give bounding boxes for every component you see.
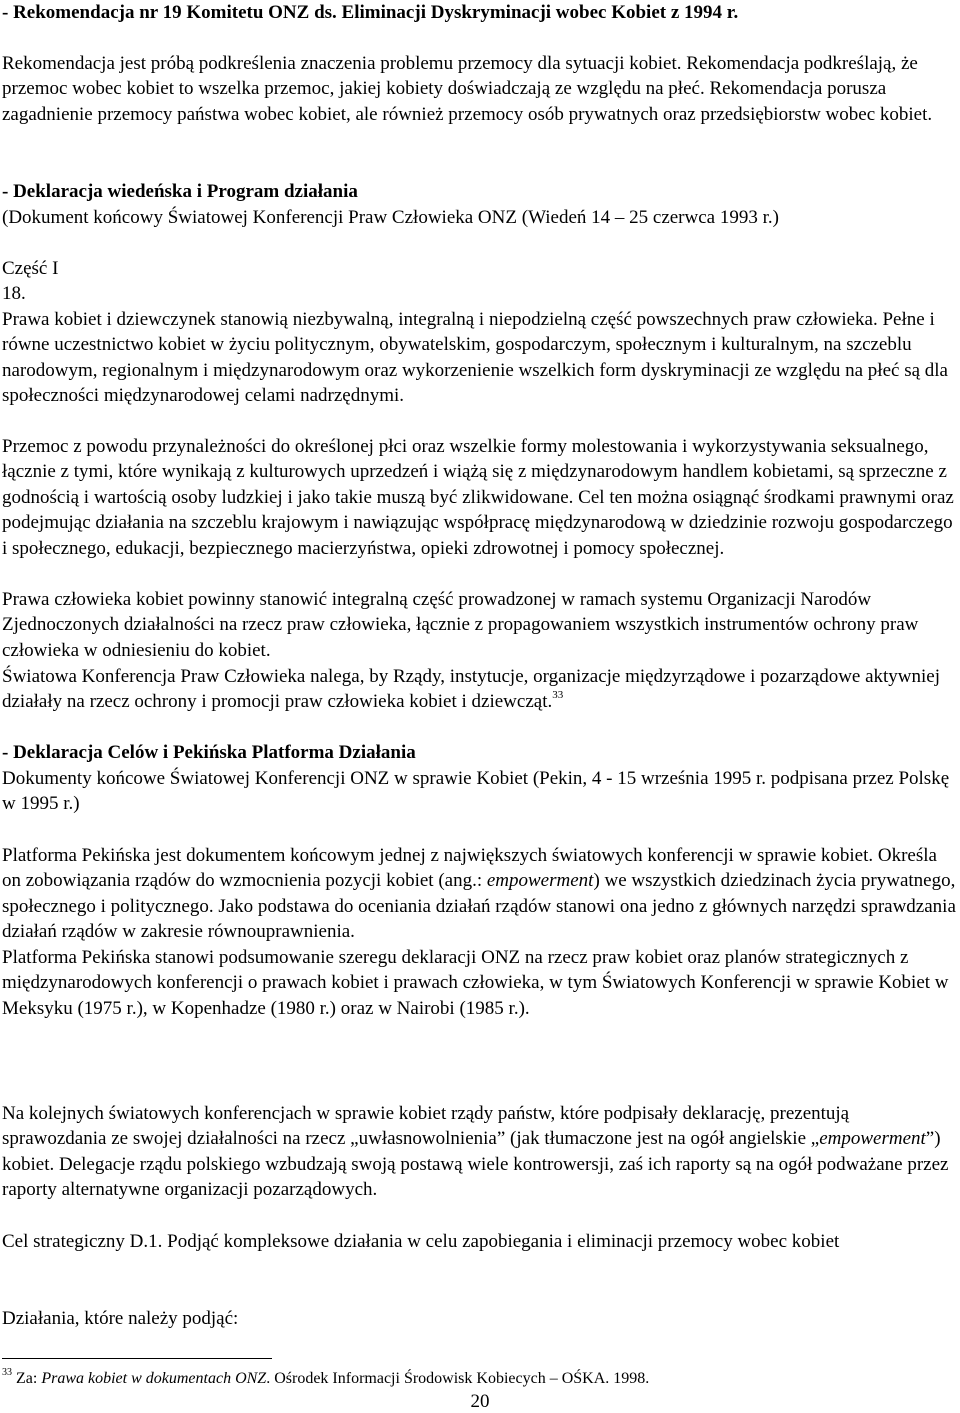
vienna-paragraph-2: Przemoc z powodu przynależności do określonej płci oraz wszelkie formy molestowania i wykorzystywania seksualnego, łącznie z tymi, które wynikają z kulturowych uprzedzeń i wiążą się z międzynarodowym handlem kobietami, są sprzeczne z godnością i wartością osoby ludzkiej i jako takie muszą być zlikwidowane. Cel ten można osiągnąć środkami prawnymi oraz podejmując działania na szczeblu krajowym i nawiązując współpracę międzynarodową w dziedzinie rozwoju gospodarczego i społecznego, edukacji, bezpiecznego macierzyństwa, opieki zdrowotnej i pomocy społecznej. (2, 436, 954, 559)
beijing-paragraph-2: Platforma Pekińska stanowi podsumowanie szeregu deklaracji ONZ na rzecz praw kobiet oraz planów strategicznych z międzynarodowych konferencji o prawach kobiet i prawach człowieka, w tym Światowych Konferencji w sprawie Kobiet w Meksyku (1975 r.), w Kopenhadze (1980 r.) oraz w Nairobi (1985 r.). (2, 947, 949, 1019)
footnote-number: 33 (2, 1367, 12, 1378)
page-number: 20 (470, 1391, 490, 1412)
footnote: $^{33}$ Za: Prawa kobiet w dokumentach ONZ. Ośrodek Informacji Środowisk Kobiecych – OŚKA. 1998. (2, 1367, 650, 1387)
actions-label: Działania, które należy podjąć: (2, 1308, 239, 1329)
beijing-subtitle: Dokumenty końcowe Światowej Konferencji ONZ w sprawie Kobiet (Pekin, 4 - 15 września 1995 r. podpisana przez Polskę w 1995 r.) (2, 768, 950, 815)
vienna-paragraph-3: Prawa człowieka kobiet powinny stanowić integralną część prowadzonej w ramach systemu Organizacji Narodów Zjednoczonych działalności na rzecz praw człowieka, łącznie z propagowaniem wszystkich instrumentów ochrony praw człowieka w odniesieniu do kobiet. (2, 589, 919, 661)
heading-recommendation-19: - Rekomendacja nr 19 Komitetu ONZ ds. Eliminacji Dyskryminacji wobec Kobiet z 1994 r. (2, 2, 739, 23)
vienna-paragraph-number: 18. (2, 283, 26, 304)
footnote-separator (2, 1358, 272, 1359)
heading-beijing-platform: - Deklaracja Celów i Pekińska Platforma Działania (2, 742, 416, 763)
strategic-goal-d1: Cel strategiczny D.1. Podjąć kompleksowe działania w celu zapobiegania i eliminacji przemocy wobec kobiet (2, 1231, 840, 1252)
vienna-paragraph-4: Światowa Konferencja Praw Człowieka nalega, by Rządy, instytucje, organizacje międzyrządowe i pozarządowe aktywniej działały na rzecz ochrony i promocji praw człowieka kobiet i dziewcząt.$^{33}$ (2, 666, 941, 713)
beijing-paragraph-1: Platforma Pekińska jest dokumentem końcowym jednej z największych światowych konferencji w sprawie kobiet. Określa on zobowiązania rządów do wzmocnienia pozycji kobiet (ang.: empowerment) we wszystkich dziedzinach życia prywatnego, społecznego i politycznego. Jako podstawa do oceniania działań rządów stanowi ona jedno z głównych narzędzi sprawdzania działań rządów w zakresie równouprawnienia. (2, 845, 956, 943)
beijing-paragraph-3: Na kolejnych światowych konferencjach w sprawie kobiet rządy państw, które podpisały deklarację, prezentują sprawozdania ze swojej działalności na rzecz „uwłasnowolnienia” (jak tłumaczone jest na ogół angielskie „empowerment”) kobiet. Delegacje rządu polskiego wzbudzają swoją postawą wiele kontrowersji, zaś ich raporty są na ogół podważane przez raporty alternatywne organizacji pozarządowych. (2, 1103, 949, 1201)
vienna-subtitle: (Dokument końcowy Światowej Konferencji Praw Człowieka ONZ (Wiedeń 14 – 25 czerwca 1993 r.) (2, 207, 779, 228)
recommendation-19-text: Rekomendacja jest próbą podkreślenia znaczenia problemu przemocy dla sytuacji kobiet. Rekomendacja podkreślają, że przemoc wobec kobiet to wszelka przemoc, jakiej kobiety doświadczają ze względu na płeć. Rekomendacja porusza zagadnienie przemocy państwa wobec kobiet, ale również przemocy osób prywatnych oraz przedsiębiorstw wobec kobiet. (2, 53, 933, 125)
heading-vienna-declaration: - Deklaracja wiedeńska i Program działania (2, 181, 358, 202)
vienna-part-label: Część I (2, 258, 59, 279)
footnote-reference[interactable]: 33 (552, 689, 564, 702)
vienna-paragraph-1: Prawa kobiet i dziewczynek stanowią niezbywalną, integralną i niepodzielną część powszechnych praw człowieka. Pełne i równe uczestnictwo kobiet w życiu politycznym, obywatelskim, gospodarczym, społecznym i kulturalnym, na szczeblu narodowym, regionalnym i międzynarodowym oraz wykorzenienie wszelkich form dyskryminacji ze względu na płeć są dla społeczności międzynarodowej celami nadrzędnymi. (2, 309, 948, 407)
